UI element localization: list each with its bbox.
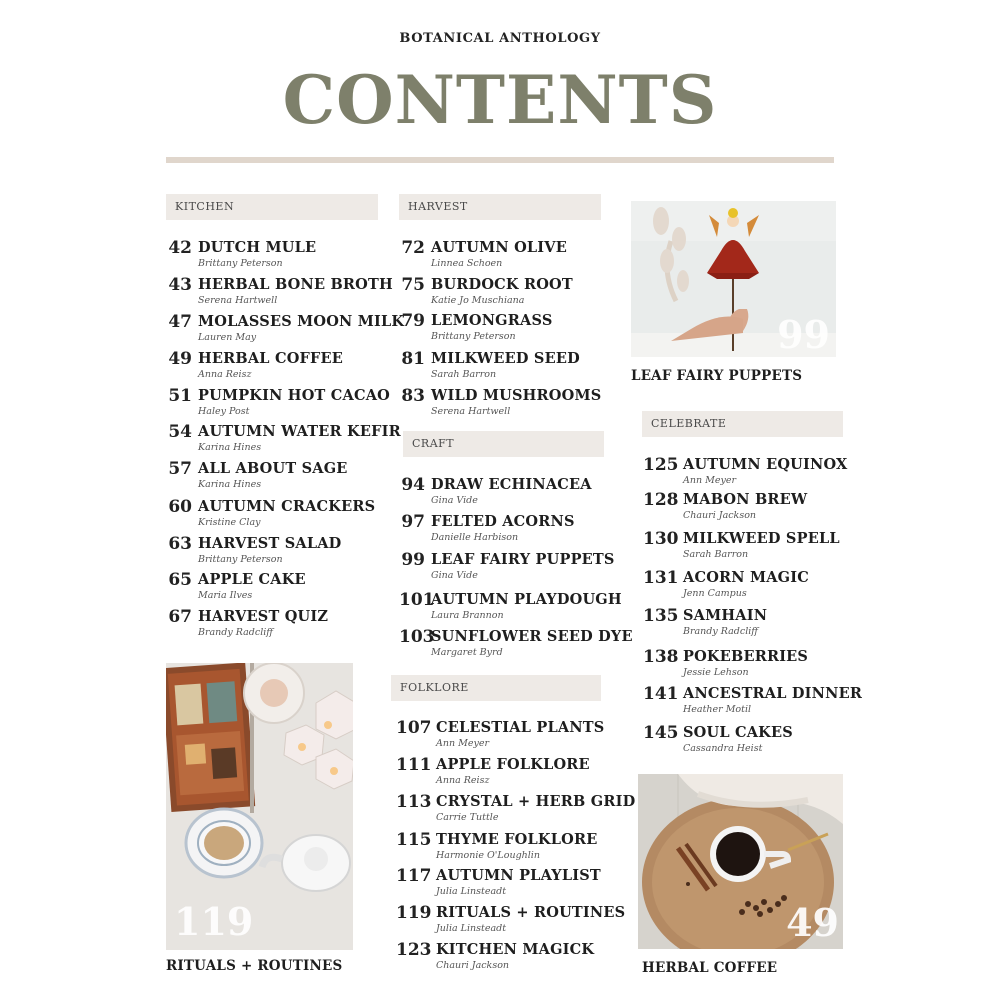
entry-title: HARVEST QUIZ [198, 608, 329, 625]
entry-title: AUTUMN PLAYLIST [436, 867, 601, 884]
toc-entry [396, 830, 626, 864]
entry-page-number: 51 [168, 386, 192, 406]
photo-caption-fairy: LEAF FAIRY PUPPETS [631, 368, 803, 384]
entry-author: Chauri Jackson [683, 510, 757, 521]
entry-author: Julia Linsteadt [436, 886, 507, 897]
entry-title: MILKWEED SEED [431, 350, 580, 367]
entry-author: Anna Reisz [436, 775, 490, 786]
entry-title: AUTUMN CRACKERS [198, 498, 376, 515]
entry-author: Lauren May [198, 332, 257, 343]
entry-title: KITCHEN MAGICK [436, 941, 595, 958]
entry-title: ANCESTRAL DINNER [683, 685, 863, 702]
entry-page-number: 119 [396, 903, 432, 923]
entry-author: Ann Meyer [436, 738, 489, 749]
entry-author: Anna Reisz [198, 369, 252, 380]
entry-title: CRYSTAL + HERB GRID [436, 793, 636, 810]
section-header-kitchen: KITCHEN [166, 194, 378, 220]
toc-entry [399, 550, 629, 584]
entry-page-number: 81 [401, 349, 425, 369]
entry-title: SUNFLOWER SEED DYE [431, 628, 633, 645]
toc-entry [399, 238, 629, 272]
entry-page-number: 103 [399, 627, 435, 647]
entry-author: Karina Hines [198, 479, 262, 490]
entry-title: PUMPKIN HOT CACAO [198, 387, 390, 404]
entry-author: Cassandra Heist [683, 743, 763, 754]
entry-page-number: 79 [401, 311, 425, 331]
entry-page-number: 135 [643, 606, 679, 626]
rituals-photo [166, 663, 353, 950]
entry-page-number: 72 [401, 238, 425, 258]
entry-title: MILKWEED SPELL [683, 530, 840, 547]
toc-entry [166, 312, 405, 346]
toc-entry [396, 940, 626, 974]
entry-page-number: 94 [401, 475, 425, 495]
entry-page-number: 83 [401, 386, 425, 406]
toc-entry [166, 422, 401, 456]
toc-entry [643, 529, 873, 563]
entry-page-number: 111 [396, 755, 432, 775]
entry-page-number: 97 [401, 512, 425, 532]
entry-author: Brittany Peterson [198, 554, 283, 565]
entry-page-number: 128 [643, 490, 679, 510]
section-header-harvest: HARVEST [399, 194, 601, 220]
entry-author: Harmonie O'Loughlin [436, 850, 540, 861]
leaf-fairy-photo [631, 201, 836, 357]
entry-title: BURDOCK ROOT [431, 276, 573, 293]
entry-author: Margaret Byrd [431, 647, 503, 658]
toc-entry [166, 534, 396, 568]
entry-author: Brittany Peterson [431, 331, 516, 342]
photo-caption-coffee: HERBAL COFFEE [642, 960, 778, 976]
entry-title: SAMHAIN [683, 607, 768, 624]
toc-entry [399, 512, 629, 546]
section-header-folklore: FOLKLORE [391, 675, 601, 701]
entry-title: MOLASSES MOON MILK [198, 313, 405, 330]
entry-author: Brandy Radcliff [198, 627, 274, 638]
entry-author: Danielle Harbison [431, 532, 519, 543]
entry-page-number: 75 [401, 275, 425, 295]
toc-entry [643, 568, 873, 602]
entry-page-number: 57 [168, 459, 192, 479]
toc-entry [166, 607, 396, 641]
entry-page-number: 42 [168, 238, 192, 258]
toc-entry [643, 455, 873, 489]
toc-entry [399, 349, 629, 383]
toc-entry [399, 275, 629, 309]
entry-author: Maria Ilves [198, 590, 253, 601]
section-header-craft: CRAFT [403, 431, 604, 457]
entry-page-number: 113 [396, 792, 432, 812]
entry-author: Chauri Jackson [436, 960, 510, 971]
entry-page-number: 145 [643, 723, 679, 743]
entry-page-number: 117 [396, 866, 432, 886]
entry-title: DRAW ECHINACEA [431, 476, 592, 493]
toc-entry [643, 647, 873, 681]
toc-entry [166, 570, 396, 604]
entry-title: THYME FOLKLORE [436, 831, 598, 848]
toc-entry [643, 606, 873, 640]
toc-entry [166, 349, 396, 383]
toc-entry [166, 386, 396, 420]
entry-page-number: 65 [168, 570, 192, 590]
entry-page-number: 125 [643, 455, 679, 475]
entry-page-number: 141 [643, 684, 679, 704]
toc-entry [396, 792, 636, 826]
entry-author: Jenn Campus [683, 588, 747, 599]
entry-author: Gina Vide [431, 570, 478, 581]
toc-entry [643, 490, 873, 524]
section-header-celebrate: CELEBRATE [642, 411, 843, 437]
entry-title: HERBAL COFFEE [198, 350, 344, 367]
entry-author: Haley Post [198, 406, 250, 417]
entry-page-number: 49 [168, 349, 192, 369]
entry-page-number: 43 [168, 275, 192, 295]
entry-author: Laura Brannon [431, 610, 504, 621]
entry-title: MABON BREW [683, 491, 808, 508]
entry-title: LEAF FAIRY PUPPETS [431, 551, 615, 568]
entry-title: ACORN MAGIC [683, 569, 809, 586]
toc-entry [396, 718, 626, 752]
entry-page-number: 101 [399, 590, 435, 610]
photo-page-number: 99 [777, 312, 830, 357]
toc-entry [399, 475, 629, 509]
magazine-name: BOTANICAL ANTHOLOGY [399, 31, 601, 46]
entry-page-number: 63 [168, 534, 192, 554]
entry-title: SOUL CAKES [683, 724, 793, 741]
photo-page-number: 49 [786, 900, 839, 945]
toc-entry [166, 459, 396, 493]
entry-author: Karina Hines [198, 442, 262, 453]
toc-entry [399, 311, 629, 345]
entry-author: Carrie Tuttle [436, 812, 499, 823]
toc-entry [396, 755, 626, 789]
entry-author: Serena Hartwell [198, 295, 278, 306]
title-divider [166, 157, 834, 163]
toc-entry [399, 386, 629, 420]
entry-title: AUTUMN OLIVE [431, 239, 567, 256]
entry-page-number: 115 [396, 830, 432, 850]
toc-entry [643, 723, 873, 757]
entry-title: APPLE FOLKLORE [436, 756, 590, 773]
entry-page-number: 99 [401, 550, 425, 570]
entry-page-number: 130 [643, 529, 679, 549]
entry-page-number: 138 [643, 647, 679, 667]
entry-author: Kristine Clay [198, 517, 261, 528]
coffee-photo [638, 774, 843, 949]
toc-entry [166, 275, 396, 309]
toc-entry [399, 627, 633, 661]
entry-title: LEMONGRASS [431, 312, 553, 329]
photo-page-number: 119 [174, 899, 254, 944]
entry-page-number: 54 [168, 422, 192, 442]
entry-title: RITUALS + ROUTINES [436, 904, 626, 921]
entry-title: FELTED ACORNS [431, 513, 575, 530]
entry-page-number: 107 [396, 718, 432, 738]
entry-title: APPLE CAKE [198, 571, 306, 588]
page-title: CONTENTS [282, 61, 718, 139]
entry-author: Serena Hartwell [431, 406, 511, 417]
entry-author: Sarah Barron [431, 369, 497, 380]
entry-author: Julia Linsteadt [436, 923, 507, 934]
entry-title: WILD MUSHROOMS [431, 387, 602, 404]
toc-entry [396, 903, 626, 937]
entry-page-number: 123 [396, 940, 432, 960]
entry-author: Brittany Peterson [198, 258, 283, 269]
entry-author: Jessie Lehson [683, 667, 749, 678]
entry-author: Heather Motil [683, 704, 752, 715]
entry-title: AUTUMN PLAYDOUGH [431, 591, 622, 608]
entry-title: HARVEST SALAD [198, 535, 342, 552]
entry-author: Ann Meyer [683, 475, 736, 486]
entry-page-number: 60 [168, 497, 192, 517]
entry-author: Linnea Schoen [431, 258, 503, 269]
toc-entry [399, 590, 629, 624]
entry-title: AUTUMN EQUINOX [683, 456, 848, 473]
toc-entry [396, 866, 626, 900]
entry-author: Brandy Radcliff [683, 626, 759, 637]
entry-title: POKEBERRIES [683, 648, 809, 665]
entry-title: CELESTIAL PLANTS [436, 719, 605, 736]
toc-entry [643, 684, 873, 718]
photo-caption-rituals: RITUALS + ROUTINES [166, 958, 343, 974]
entry-author: Gina Vide [431, 495, 478, 506]
entry-title: ALL ABOUT SAGE [198, 460, 348, 477]
entry-author: Katie Jo Muschiana [431, 295, 525, 306]
entry-title: AUTUMN WATER KEFIR [198, 423, 401, 440]
entry-page-number: 67 [168, 607, 192, 627]
entry-title: HERBAL BONE BROTH [198, 276, 393, 293]
entry-author: Sarah Barron [683, 549, 749, 560]
entry-page-number: 131 [643, 568, 679, 588]
toc-entry [166, 238, 396, 272]
entry-title: DUTCH MULE [198, 239, 317, 256]
toc-entry [166, 497, 396, 531]
entry-page-number: 47 [168, 312, 192, 332]
